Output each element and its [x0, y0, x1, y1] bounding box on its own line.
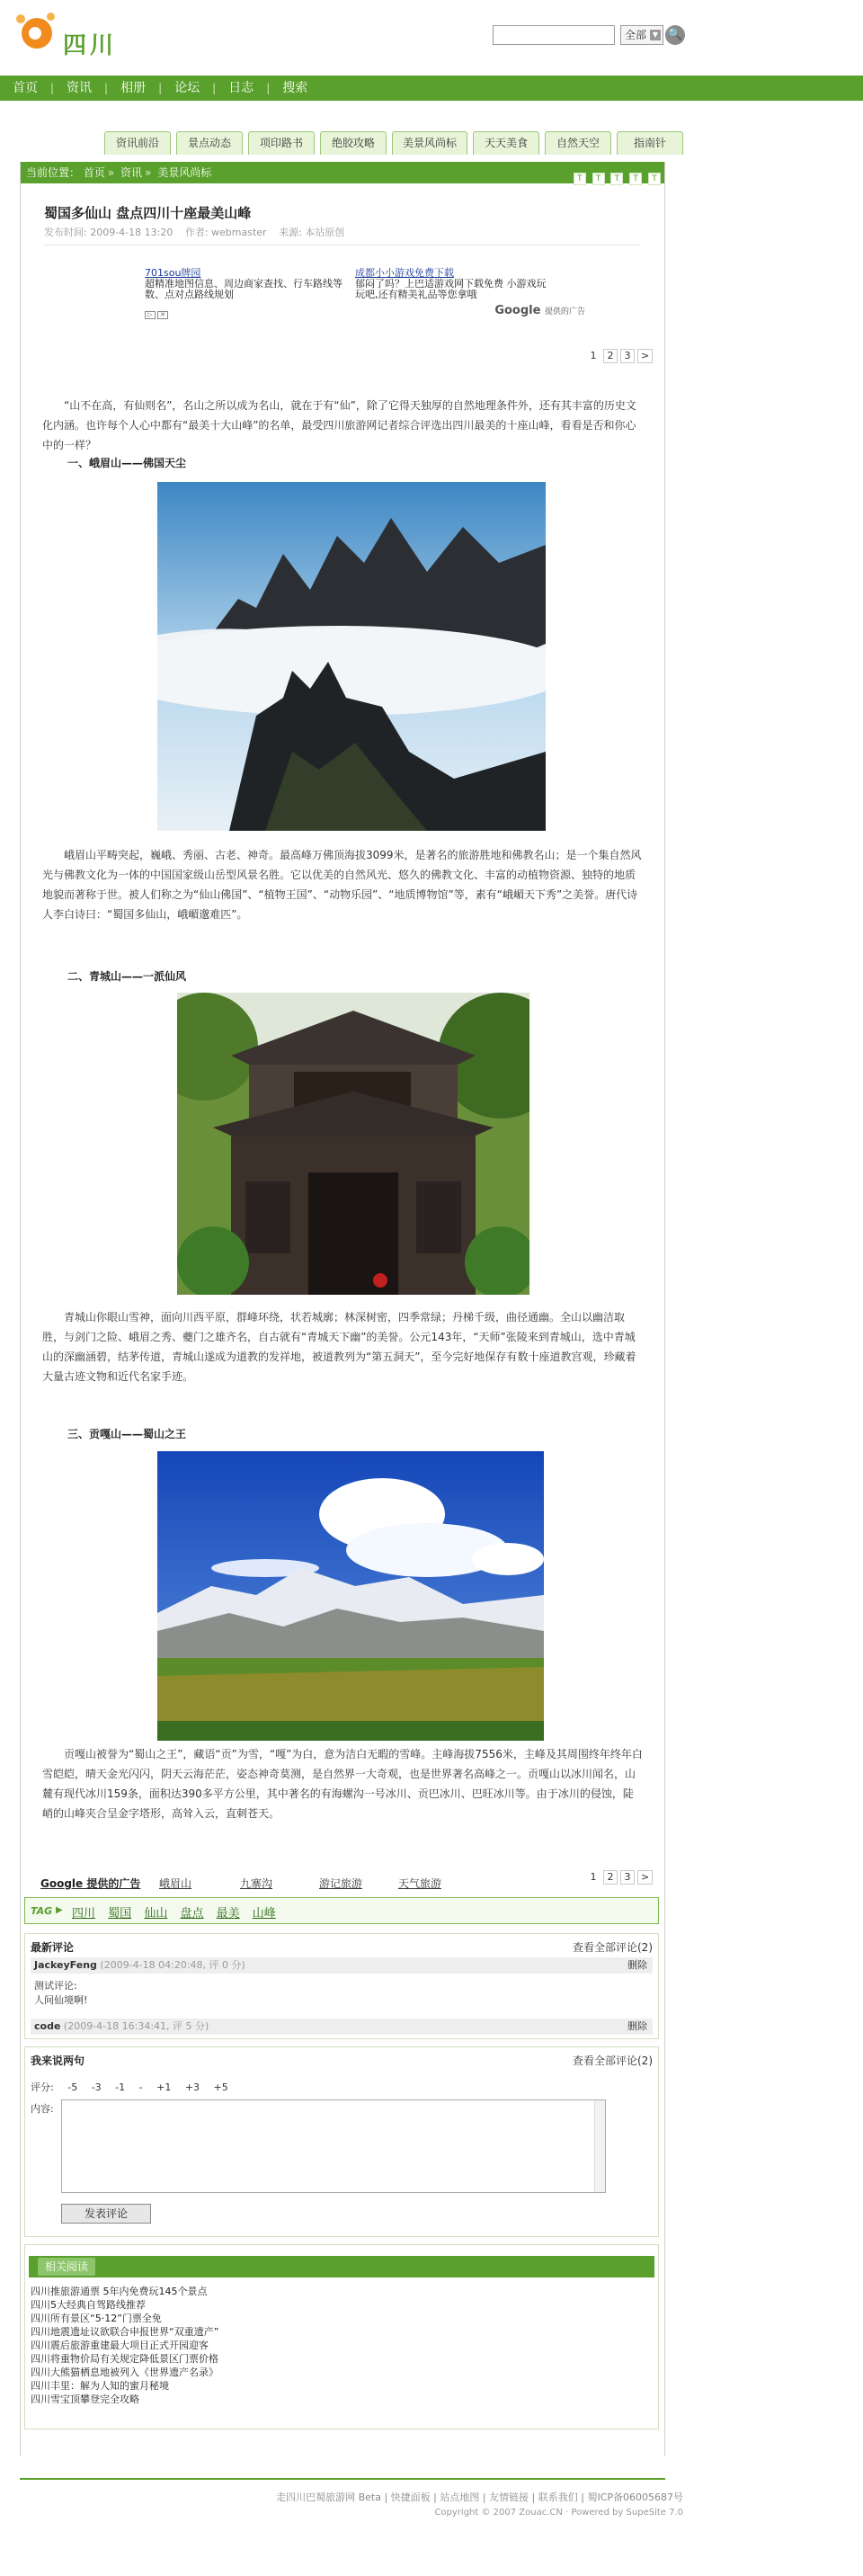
google-ad-box [145, 268, 591, 324]
page-link[interactable]: 2 [603, 349, 618, 363]
nav-home[interactable]: 首页 [13, 81, 38, 95]
footer-links[interactable]: 走四川巴蜀旅游网 Beta | 快捷面板 | 站点地图 | 友情链接 | 联系我们 | 蜀ICP备06005687号 [276, 2491, 683, 2503]
chevron-down-icon: ▼ [650, 30, 661, 40]
google-ad-links [40, 1876, 544, 1894]
rating-option[interactable]: -3 [91, 2081, 102, 2093]
related-article-link[interactable]: 四川震后旅游重建最大项目正式开园迎客 [31, 2340, 209, 2351]
latest-comments-panel [24, 1933, 659, 2039]
comment-meta: (2009-4-18 16:34:41, 评 5 分) [63, 2020, 209, 2032]
related-article-link[interactable]: 四川所有景区“5·12”门票全免 [31, 2313, 162, 2324]
google-logo: Google [494, 304, 541, 317]
rating-option[interactable]: +3 [184, 2081, 200, 2093]
tag-item[interactable]: 四川 [72, 1907, 96, 1921]
section-text: 峨眉山平畴突起，巍峨、秀丽、古老、神奇。最高峰万佛顶海拔3099米，是著名的旅游胜地和佛教名山；是一个集自然风光与佛教文化为一体的中国国家级山岳型风景名胜。它以优美的自然风光、悠久的佛教文化、丰富的动植物资源、独特的地质地貌而著称于世。被人们称之为“仙山佛国”、“植物王国”、“动物乐园”、“地质博物馆”等，素有“峨嵋天下秀”之美誉。唐代诗人李白诗曰：“蜀国多仙山，峨嵋邈难匹”。 [42, 849, 642, 921]
submit-comment-button[interactable]: 发表评论 [61, 2204, 151, 2224]
rating-option[interactable]: - [138, 2081, 143, 2093]
section-title: 二、青城山——一派仙风 [67, 970, 187, 983]
tab-nature-sky[interactable]: 自然天空 [545, 131, 611, 155]
related-article-link[interactable]: 四川丰里：解为人知的蜜月秘境 [31, 2380, 169, 2392]
rating-row [31, 2080, 228, 2094]
page-current: 1 [590, 1871, 597, 1883]
page-current: 1 [590, 350, 597, 361]
section-text: 贡嘎山被誉为“蜀山之王”，藏语“贡”为雪，“嘎”为白，意为洁白无暇的雪峰。主峰海拔7556米，主峰及其周围终年终年白雪皑皑，晴天金光闪闪，阴天云海茫茫，姿态神奇莫测，是自然界一大奇观，也是世界著名高峰之一。贡嘎山以冰川闻名，山麓有现代冰川159条，面积达390多平方公里，其中著名的有海螺沟一号冰川、贡巴冰川、巴旺冰川等。由于冰川的侵蚀，陡峭的山峰夹合呈金字塔形，高耸入云，直刺苍天。 [42, 1748, 643, 1820]
ad-choices-icon[interactable]: ▷ [145, 311, 156, 319]
nav-news[interactable]: 资讯 [67, 81, 93, 95]
ad-link[interactable]: 峨眉山 [159, 1877, 192, 1890]
logo-dot-icon [47, 13, 55, 21]
view-all-comments-link[interactable]: 查看全部评论(2) [573, 1941, 653, 1954]
nav-album[interactable]: 相册 [120, 81, 147, 95]
search-button[interactable] [665, 25, 685, 45]
nav-separator: | [104, 82, 109, 94]
tag-item[interactable]: 仙山 [144, 1907, 168, 1921]
article-intro: “山不在高，有仙则名”，名山之所以成为名山，就在于有“仙”，除了它得天独厚的自然地理条件外，还有其丰富的历史文化内涵。也许每个人心中都有“最美十大山峰”的名单，最受四川旅游网记者综合评选出四川最美的十座山峰，看看是否和你心中的一样？ [42, 399, 636, 451]
logo-text: 四川 [63, 32, 118, 59]
tag-item[interactable]: 山峰 [252, 1907, 276, 1921]
related-reading-list [31, 2285, 218, 2406]
page-link[interactable]: 3 [620, 349, 635, 363]
pager-bottom [583, 1870, 653, 1886]
comment-meta: (2009-4-18 04:20:48, 评 0 分) [100, 1959, 245, 1971]
tag-item[interactable]: 盘点 [180, 1907, 204, 1921]
related-article-link[interactable]: 四川地震遗址议欲联合申报世界“双重遗产” [31, 2326, 219, 2338]
close-icon[interactable]: ✕ [157, 311, 168, 319]
ad-title[interactable]: 成都小小游戏免费下载 [355, 267, 454, 279]
nav-blog[interactable]: 日志 [228, 81, 254, 95]
search-icon: 🔍 [667, 28, 683, 41]
scrollbar[interactable] [594, 2100, 605, 2192]
tab-road-book[interactable]: 项印路书 [248, 131, 315, 155]
ad-desc: 超精准地图信息、周边商家查找、行车路线等数、点对点路线规划 [145, 278, 343, 300]
comment-user[interactable]: code [34, 2020, 61, 2032]
main-nav [0, 76, 863, 101]
font-size-button[interactable]: T [574, 173, 586, 185]
delete-comment-button[interactable]: 删除 [627, 1959, 647, 1971]
comment-user[interactable]: JackeyFeng [34, 1959, 97, 1971]
tag-label: TAG [31, 1905, 53, 1917]
breadcrumb-prefix: 当前位置： [26, 166, 81, 179]
nav-separator: | [266, 82, 271, 94]
ad-item[interactable] [145, 268, 343, 300]
site-header [0, 0, 863, 76]
comment-label: 测试评论: [34, 1980, 77, 1992]
page-link[interactable]: 2 [603, 1870, 618, 1885]
publish-time: 发布时间: 2009-4-18 13:20 [44, 227, 173, 238]
related-reading-header [29, 2256, 654, 2277]
comment-body [34, 1979, 87, 2008]
font-size-button[interactable]: T [592, 173, 605, 185]
footer-copyright: Copyright © 2007 Zouac.CN · Powered by SupeSite 7.0 [434, 2508, 683, 2518]
search-scope-select[interactable] [620, 25, 663, 45]
comment-text: 人间仙境啊! [34, 1994, 88, 2006]
page-next[interactable]: > [637, 349, 653, 363]
related-article-link[interactable]: 四川大熊猫栖息地被列入《世界遗产名录》 [31, 2367, 218, 2378]
ad-item[interactable] [355, 268, 553, 300]
tab-scenic-news[interactable]: 景点动态 [176, 131, 243, 155]
tab-compass[interactable]: 指南针 [617, 131, 683, 155]
view-all-comments-link[interactable]: 查看全部评论(2) [573, 2055, 653, 2067]
article-meta [44, 225, 353, 239]
search-input[interactable] [493, 25, 615, 45]
font-size-button[interactable]: T [648, 173, 661, 185]
section-text: 青城山你眼山雪神，面向川西平原，群峰环绕，状若城廓；林深树密，四季常绿；丹梯千级，曲径通幽。全山以幽洁取胜，与剑门之险、峨眉之秀、夔门之雄齐名，自古就有“青城天下幽”的美誉。公元143年，“天师”张陵来到青城山，选中青城山的深幽涵碧，结茅传道，青城山遂成为道教的发祥地，被道教列为“第五洞天”，至今完好地保存有数十座道教宫观，珍藏着大量古迹文物和近代名家手迹。 [42, 1311, 636, 1383]
panel-title: 最新评论 [31, 1941, 75, 1954]
tab-scenery-trend[interactable]: 美景风尚标 [392, 131, 467, 155]
nav-search[interactable]: 搜索 [282, 81, 308, 95]
tag-list [72, 1903, 285, 1921]
tab-daily-food[interactable]: 天天美食 [473, 131, 539, 155]
breadcrumb-arrow-icon: » [145, 166, 152, 179]
breadcrumb [21, 162, 664, 183]
article-container [20, 162, 665, 2456]
comment-header [31, 2019, 653, 2035]
comment-textarea[interactable] [61, 2099, 606, 2193]
emei-photo [157, 482, 546, 831]
related-reading-panel [24, 2244, 659, 2429]
tag-item[interactable]: 蜀国 [108, 1907, 132, 1921]
nav-separator: | [158, 82, 163, 94]
breadcrumb-section[interactable]: 美景风尚标 [157, 166, 212, 179]
rating-option[interactable]: -1 [115, 2081, 126, 2093]
ad-link[interactable]: 天气旅游 [398, 1877, 442, 1890]
tag-arrow-icon: ▶ [56, 1905, 63, 1915]
article-title: 蜀国多仙山 盘点四川十座最美山峰 [44, 205, 252, 221]
ad-desc: 郁闷了吗？上巴适游戏网下载免费 小游戏玩玩吧,还有精美礼品等您拿哦 [355, 278, 547, 300]
rating-option[interactable]: +1 [156, 2081, 172, 2093]
section-title: 一、峨眉山——佛国天尘 [67, 457, 187, 469]
logo-dot-icon [29, 27, 41, 40]
site-logo[interactable] [16, 13, 151, 58]
ad-title[interactable]: 701sou牌园 [145, 267, 201, 279]
tag-box [24, 1897, 659, 1924]
rating-label: 评分: [31, 2081, 54, 2093]
sub-tabs [101, 131, 683, 155]
related-article-link[interactable]: 四川5大经典自驾路线推荐 [31, 2299, 146, 2311]
rating-option[interactable]: -5 [67, 2081, 78, 2093]
ad-link[interactable]: 九寨沟 [240, 1877, 273, 1890]
related-article-link[interactable]: 四川将重物价局有关规定降低景区门票价格 [31, 2353, 218, 2365]
ad-links-label[interactable]: Google 提供的广告 [40, 1877, 141, 1890]
panel-title: 我来说两句 [31, 2055, 85, 2067]
tag-item[interactable]: 最美 [216, 1907, 240, 1921]
font-size-button[interactable]: T [629, 173, 642, 185]
qingcheng-photo [177, 993, 529, 1295]
ad-controls [145, 308, 170, 319]
breadcrumb-home[interactable]: 首页 [83, 166, 105, 179]
content-label: 内容: [31, 2103, 54, 2115]
google-ads-suffix: 提供的广告 [544, 308, 585, 316]
source: 来源: 本站原创 [279, 227, 345, 238]
font-size-button[interactable]: T [610, 173, 623, 185]
logo-dot-icon [16, 14, 25, 23]
breadcrumb-news[interactable]: 资讯 [120, 166, 143, 179]
ad-link[interactable]: 游记旅游 [319, 1877, 363, 1890]
rating-option[interactable]: +5 [213, 2081, 228, 2093]
pager-top [583, 349, 653, 365]
section-title: 三、贡嘎山——蜀山之王 [67, 1428, 187, 1440]
search-scope-value: 全部 [625, 29, 647, 41]
gongga-photo [157, 1451, 544, 1741]
comment-header [31, 1957, 653, 1974]
tab-guide[interactable]: 绝胶攻略 [320, 131, 387, 155]
tab-news-frontier[interactable]: 资讯前沿 [104, 131, 171, 155]
breadcrumb-arrow-icon: » [107, 166, 115, 179]
delete-comment-button[interactable]: 删除 [627, 2020, 647, 2032]
nav-separator: | [212, 82, 217, 94]
author: 作者: webmaster [184, 227, 267, 238]
google-ads-brand[interactable] [494, 304, 585, 317]
footer-divider [20, 2478, 665, 2480]
page-next[interactable]: > [637, 1870, 653, 1885]
related-article-link[interactable]: 四川雪宝顶攀登完全攻略 [31, 2393, 139, 2405]
font-size-controls [571, 166, 661, 183]
nav-forum[interactable]: 论坛 [174, 81, 200, 95]
page-link[interactable]: 3 [620, 1870, 635, 1885]
related-reading-title: 相关阅读 [38, 2258, 95, 2276]
nav-separator: | [50, 82, 55, 94]
comment-form-panel [24, 2046, 659, 2237]
related-article-link[interactable]: 四川推旅游通票 5年内免费玩145个景点 [31, 2286, 208, 2297]
